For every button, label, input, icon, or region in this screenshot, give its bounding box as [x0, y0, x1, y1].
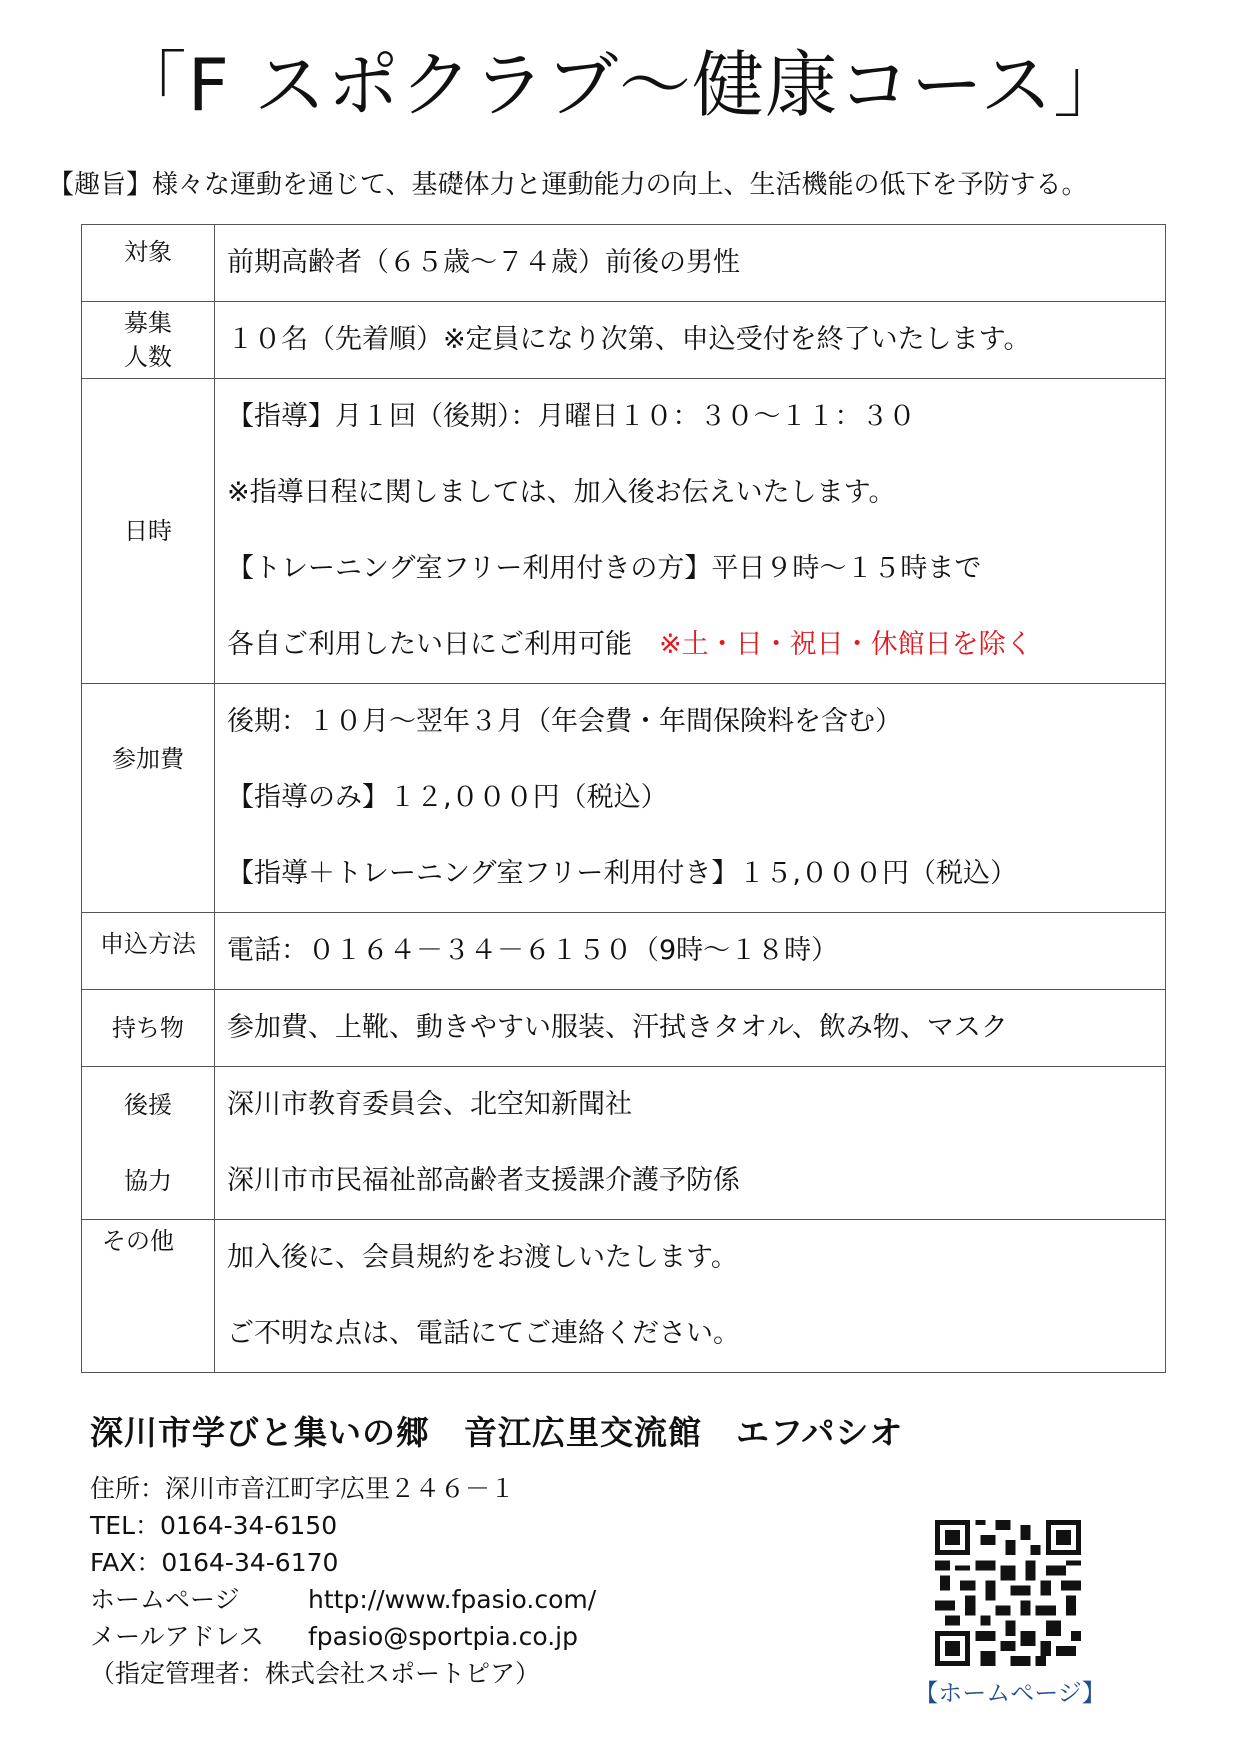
label-recruit: [82, 302, 215, 379]
label-support-line1: 後援: [124, 1091, 172, 1119]
homepage-link[interactable]: http://www.fpasio.com/: [308, 1585, 597, 1614]
email-label: メールアドレス: [90, 1622, 264, 1651]
homepage-label: ホームページ: [90, 1585, 240, 1614]
manager-text: （指定管理者：株式会社スポートピア）: [90, 1659, 541, 1688]
contact-block: [90, 1470, 596, 1692]
schedule-line4: [227, 607, 1165, 683]
table-row-bring: [82, 990, 1166, 1067]
label-apply-text: 申込方法: [100, 930, 196, 958]
homepage-row: [90, 1581, 596, 1618]
label-bring: [82, 990, 215, 1067]
target-text: 前期高齢者（６５歳～７４歳）前後の男性: [227, 247, 740, 278]
apply-text: 電話：０１６４－３４－６１５０（9時～１８時）: [227, 935, 839, 966]
label-schedule: [82, 379, 215, 684]
fax-text: FAX：0164-34-6170: [90, 1548, 339, 1577]
email-link[interactable]: fpasio@sportpia.co.jp: [308, 1622, 578, 1651]
table-row-fee: [82, 684, 1166, 913]
schedule-line2: ※指導日程に関しましては、加入後お伝えいたします。: [227, 477, 896, 508]
label-schedule-text: 日時: [124, 517, 172, 545]
table-row-other: [82, 1220, 1166, 1373]
table-row-recruit: [82, 302, 1166, 379]
label-other-text: その他: [102, 1227, 174, 1255]
label-apply: [82, 913, 215, 990]
value-other: [215, 1220, 1166, 1373]
value-recruit: [215, 302, 1166, 379]
label-target-text: 対象: [124, 238, 172, 266]
schedule-line1: 【指導】月１回（後期）：月曜日１０：３０～１１：３０: [227, 401, 916, 432]
label-bring-text: 持ち物: [112, 1014, 184, 1042]
value-target: [215, 225, 1166, 302]
tel-text: TEL：0164-34-6150: [90, 1511, 338, 1540]
qr-code-icon[interactable]: [935, 1520, 1081, 1666]
other-line2: ご不明な点は、電話にてご連絡ください。: [227, 1318, 740, 1349]
value-bring: [215, 990, 1166, 1067]
qr-caption: 【ホームページ】: [914, 1679, 1106, 1707]
table-row-apply: [82, 913, 1166, 990]
label-support-line2: 協力: [124, 1167, 172, 1195]
page-title: 「F スポクラブ～健康コース」: [114, 43, 1127, 127]
table-row-support: [82, 1067, 1166, 1220]
label-target: [82, 225, 215, 302]
info-table: [81, 224, 1166, 1373]
schedule-exclusion-note: ※土・日・祝日・休館日を除く: [659, 629, 1033, 660]
value-support: [215, 1067, 1166, 1220]
facility-name: 深川市学びと集いの郷 音江広里交流館 エフパシオ: [90, 1413, 904, 1452]
label-recruit-line1: 募集: [124, 309, 172, 337]
table-row-schedule: [82, 379, 1166, 684]
address-text: 住所：深川市音江町字広里２４６－１: [90, 1474, 516, 1503]
support-line2: 深川市市民福祉部高齢者支援課介護予防係: [227, 1165, 740, 1196]
label-other: [82, 1220, 215, 1373]
fee-line3: 【指導＋トレーニング室フリー利用付き】１５,０００円（税込）: [227, 858, 1017, 889]
value-apply: [215, 913, 1166, 990]
fee-line2: 【指導のみ】１２,０００円（税込）: [227, 782, 668, 813]
support-line1: 深川市教育委員会、北空知新聞社: [227, 1089, 632, 1120]
email-row: [90, 1618, 596, 1655]
label-fee: [82, 684, 215, 913]
fee-line1: 後期：１０月～翌年３月（年会費・年間保険料を含む）: [227, 706, 902, 737]
label-support: [82, 1067, 215, 1220]
schedule-line4-text: 各自ご利用したい日にご利用可能: [227, 629, 632, 660]
value-schedule: [215, 379, 1166, 684]
purpose-text: 【趣旨】様々な運動を通じて、基礎体力と運動能力の向上、生活機能の低下を予防する。: [48, 170, 1088, 200]
table-row-target: [82, 225, 1166, 302]
schedule-line3: 【トレーニング室フリー利用付きの方】平日９時～１５時まで: [227, 553, 982, 584]
label-recruit-line2: 人数: [124, 343, 172, 371]
recruit-text: １０名（先着順）※定員になり次第、申込受付を終了いたします。: [227, 324, 1031, 355]
value-fee: [215, 684, 1166, 913]
other-line1: 加入後に、会員規約をお渡しいたします。: [227, 1242, 738, 1273]
bring-text: 参加費、上靴、動きやすい服装、汗拭きタオル、飲み物、マスク: [227, 1012, 1008, 1043]
label-fee-text: 参加費: [112, 745, 184, 773]
